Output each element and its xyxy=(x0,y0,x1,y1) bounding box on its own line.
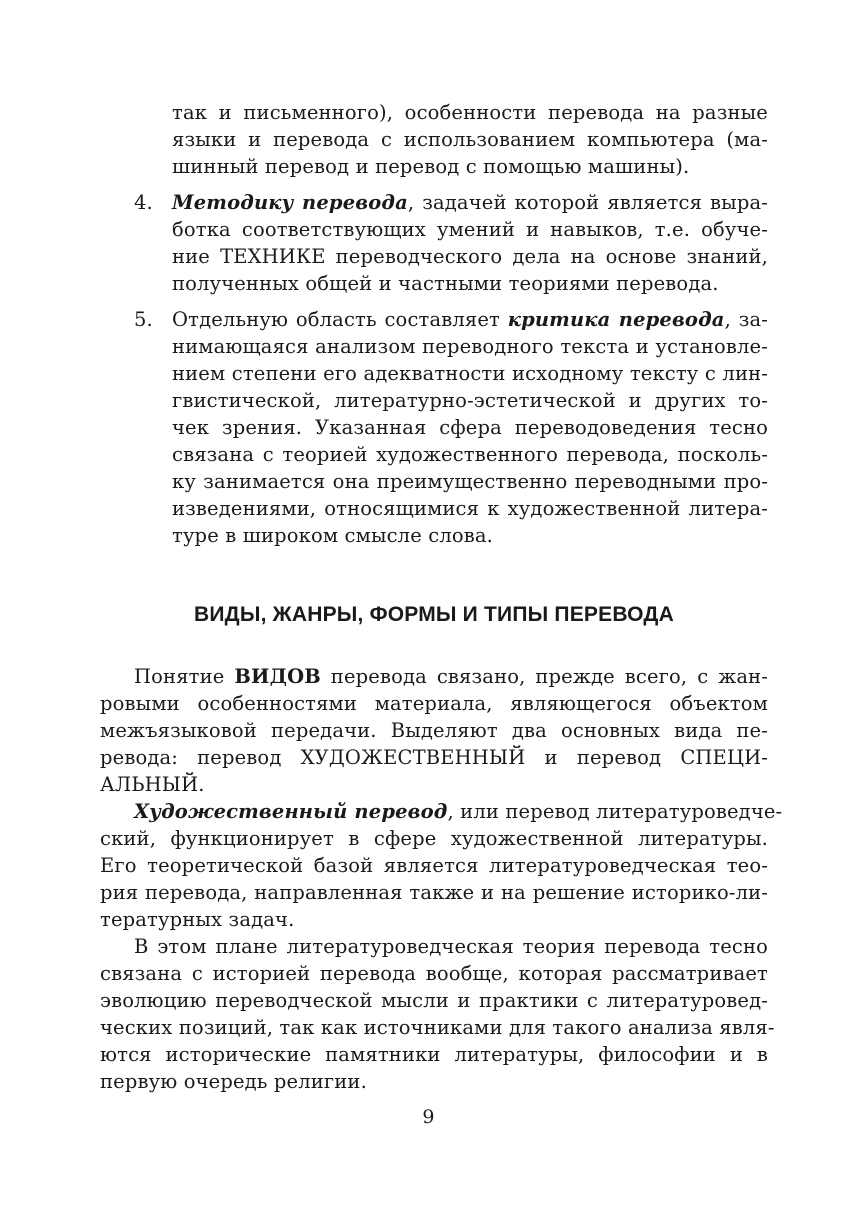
list-item-5-line-4: гвистической, литературно-эстетической и других то- xyxy=(172,389,768,412)
paragraph-1-line-2: ровыми особенностями материала, являющегося объектом xyxy=(100,692,768,715)
list-continuation-line-3: шинный перевод и перевод с помощью машины). xyxy=(172,155,690,178)
term-literary-translation: Художественный перевод xyxy=(134,800,448,823)
list-item-5-line-5: чек зрения. Указанная сфера переводоведения тесно xyxy=(172,416,768,439)
paragraph-3-line-6: первую очередь религии. xyxy=(100,1070,367,1093)
list-item-5-line-3: нием степени его адекватности исходному тексту с лин- xyxy=(172,362,768,385)
term-types: ВИДОВ xyxy=(234,665,321,688)
list-item-4-line-2: ботка соответствующих умений и навыков, т.е. обуче- xyxy=(172,218,768,241)
paragraph-2-line-1 xyxy=(134,798,783,825)
list-item-5-line-7: ку занимается она преимущественно переводными про- xyxy=(172,470,768,493)
paragraph-2-line-3: Его теоретической базой является литературоведческая тео- xyxy=(100,854,768,877)
term-translation-methodology: Методику перевода xyxy=(172,191,408,214)
paragraph-3-line-5: ются исторические памятники литературы, философии и в xyxy=(100,1043,768,1066)
list-item-5-line-1 xyxy=(172,306,768,333)
section-heading: ВИДЫ, ЖАНРЫ, ФОРМЫ И ТИПЫ ПЕРЕВОДА xyxy=(194,603,674,626)
paragraph-2-line-2: ский, функционирует в сфере художественной литературы. xyxy=(100,827,768,850)
list-item-5-line-2: нимающаяся анализом переводного текста и установле- xyxy=(172,335,768,358)
list-item-5-line-1-before: Отдельную область составляет xyxy=(172,308,508,331)
paragraph-1-line-4: ревода: перевод ХУДОЖЕСТВЕННЫЙ и перевод СПЕЦИ- xyxy=(100,746,768,769)
paragraph-2-line-4: рия перевода, направленная также и на решение историко-ли- xyxy=(100,881,768,904)
paragraph-1-line-1 xyxy=(134,663,768,690)
paragraph-3-line-2: связана с историей перевода вообще, которая рассматривает xyxy=(100,962,768,985)
paragraph-3-line-1: В этом плане литературоведческая теория перевода тесно xyxy=(134,935,768,958)
list-item-5-line-9: туре в широком смысле слова. xyxy=(172,524,494,547)
term-translation-criticism: критика перевода xyxy=(507,308,725,331)
paragraph-3-line-4: ческих позиций, так как источниками для такого анализа явля- xyxy=(100,1016,775,1039)
paragraph-1-line-1-before: Понятие xyxy=(134,665,235,688)
list-continuation-line-2: языки и перевода с использованием компьютера (ма- xyxy=(172,128,768,151)
list-item-4-line-3: ние ТЕХНИКЕ переводческого дела на основе знаний, xyxy=(172,245,768,268)
paragraph-2-line-5: тературных задач. xyxy=(100,908,295,931)
paragraph-1-line-1-after: перевода связано, прежде всего, с жан- xyxy=(320,665,768,688)
list-item-5-line-1-after: , за- xyxy=(724,308,768,331)
page-number: 9 xyxy=(422,1106,435,1128)
paragraph-3-line-3: эволюцию переводческой мысли и практики с литературовед- xyxy=(100,989,768,1012)
paragraph-1-line-3: межъязыковой передачи. Выделяют два основных вида пе- xyxy=(100,719,768,742)
list-item-4-number: 4. xyxy=(134,191,153,214)
list-item-5-line-6: связана с теорией художественного перевода, посколь- xyxy=(172,443,768,466)
paragraph-1-line-5: АЛЬНЫЙ. xyxy=(100,773,205,796)
list-item-4-line-4: полученных общей и частными теориями перевода. xyxy=(172,272,719,295)
list-item-5-number: 5. xyxy=(134,308,153,331)
list-item-4-line-1-text: , задачей которой является выра- xyxy=(407,191,768,214)
paragraph-2-line-1-text: , или перевод литературоведче- xyxy=(447,800,783,823)
list-item-4-line-1 xyxy=(172,189,768,216)
list-continuation-line-1: так и письменного), особенности перевода на разные xyxy=(172,101,768,124)
list-item-5-line-8: изведениями, относящимися к художественной литера- xyxy=(172,497,768,520)
